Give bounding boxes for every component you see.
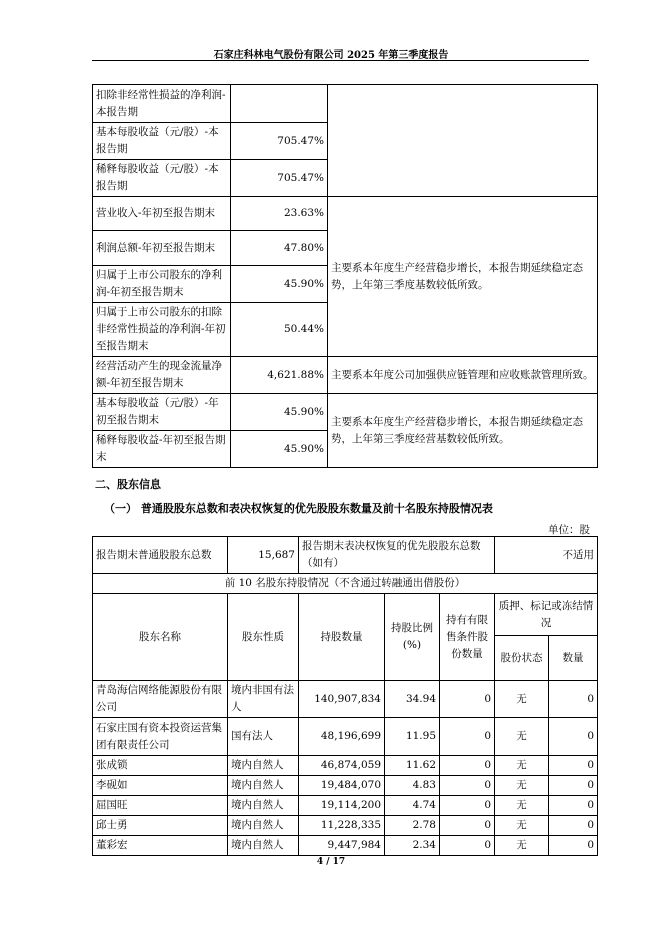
row-label: 扣除非经常性损益的净利润-本报告期 bbox=[93, 85, 231, 123]
table-row bbox=[93, 574, 598, 594]
page-number: 4 / 17 bbox=[316, 857, 346, 867]
shareholder-ratio: 34.94 bbox=[385, 681, 440, 718]
shareholder-restricted: 0 bbox=[440, 756, 495, 776]
shareholder-status: 无 bbox=[495, 816, 549, 836]
page-header: 石家庄科林电气股份有限公司 2025 年第三季度报告 bbox=[213, 50, 449, 61]
shareholder-shares: 46,874,059 bbox=[299, 756, 385, 776]
col-header-ratio: 持股比例(%) bbox=[385, 594, 440, 681]
row-label: 稀释每股收益-年初至报告期末 bbox=[93, 431, 231, 468]
row-value: 47.80% bbox=[231, 231, 328, 266]
reason-cell: 主要系本年度生产经营稳步增长，本报告期延续稳定态势，上年第三季度经营基数较低所致。 bbox=[328, 394, 598, 468]
row-value: 705.47% bbox=[231, 160, 328, 197]
col-header-status: 股份状态 bbox=[495, 636, 549, 681]
table-row bbox=[93, 197, 598, 231]
shareholder-qty: 0 bbox=[549, 718, 598, 756]
table-row bbox=[93, 836, 598, 856]
shareholder-ratio: 2.34 bbox=[385, 836, 440, 856]
row-label: 利润总额-年初至报告期末 bbox=[93, 231, 231, 266]
shareholder-ratio: 11.62 bbox=[385, 756, 440, 776]
reason-cell: 主要系本年度公司加强供应链管理和应收账款管理所致。 bbox=[328, 357, 598, 394]
col-header-pledge: 质押、标记或冻结情况 bbox=[495, 594, 598, 636]
shareholder-shares: 19,114,200 bbox=[299, 796, 385, 816]
shareholder-status: 无 bbox=[495, 756, 549, 776]
shareholder-shares: 48,196,699 bbox=[299, 718, 385, 756]
row-label: 经营活动产生的现金流量净额-年初至报告期末 bbox=[93, 357, 231, 394]
shareholder-status: 无 bbox=[495, 836, 549, 856]
col-header-restricted: 持有有限售条件股份数量 bbox=[440, 594, 495, 681]
shareholder-nature: 国有法人 bbox=[228, 718, 299, 756]
shareholder-name: 邱士勇 bbox=[93, 816, 228, 836]
col-header-qty: 数量 bbox=[549, 636, 598, 681]
shareholder-shares: 9,447,984 bbox=[299, 836, 385, 856]
col-header-name: 股东名称 bbox=[93, 594, 228, 681]
row-label: 营业收入-年初至报告期末 bbox=[93, 197, 231, 231]
shareholders-table bbox=[92, 536, 598, 856]
table-row bbox=[93, 537, 598, 574]
shareholder-nature: 境内自然人 bbox=[228, 816, 299, 836]
shareholder-restricted: 0 bbox=[440, 796, 495, 816]
total-shareholders-value: 15,687 bbox=[228, 537, 299, 574]
preferred-shareholders-value: 不适用 bbox=[495, 537, 598, 574]
shareholder-qty: 0 bbox=[549, 776, 598, 796]
row-value: 705.47% bbox=[231, 123, 328, 160]
shareholder-restricted: 0 bbox=[440, 776, 495, 796]
unit-label: 单位：股 bbox=[548, 524, 590, 536]
table-row bbox=[93, 357, 598, 394]
shareholder-name: 董彩宏 bbox=[93, 836, 228, 856]
row-value: 4,621.88% bbox=[231, 357, 328, 394]
table-row bbox=[93, 85, 598, 123]
shareholder-qty: 0 bbox=[549, 681, 598, 718]
shareholder-qty: 0 bbox=[549, 836, 598, 856]
shareholder-name: 李砚如 bbox=[93, 776, 228, 796]
row-value: 45.90% bbox=[231, 394, 328, 431]
shareholder-status: 无 bbox=[495, 796, 549, 816]
shareholder-nature: 境内自然人 bbox=[228, 796, 299, 816]
shareholder-nature: 境内自然人 bbox=[228, 836, 299, 856]
shareholder-nature: 境内自然人 bbox=[228, 756, 299, 776]
shareholder-qty: 0 bbox=[549, 816, 598, 836]
reason-cell bbox=[328, 85, 598, 197]
shareholder-shares: 140,907,834 bbox=[299, 681, 385, 718]
row-value: 23.63% bbox=[231, 197, 328, 231]
shareholder-qty: 0 bbox=[549, 796, 598, 816]
row-label: 基本每股收益（元/股）-本报告期 bbox=[93, 123, 231, 160]
shareholder-shares: 19,484,070 bbox=[299, 776, 385, 796]
row-label: 归属于上市公司股东的扣除非经常性损益的净利润-年初至报告期末 bbox=[93, 303, 231, 357]
change-reasons-table bbox=[92, 84, 598, 468]
table-row bbox=[93, 681, 598, 718]
shareholder-restricted: 0 bbox=[440, 718, 495, 756]
row-label: 稀释每股收益（元/股）-本报告期 bbox=[93, 160, 231, 197]
table-row bbox=[93, 756, 598, 776]
total-shareholders-label: 报告期末普通股股东总数 bbox=[93, 537, 228, 574]
row-label: 归属于上市公司股东的净利润-年初至报告期末 bbox=[93, 266, 231, 303]
col-header-nature: 股东性质 bbox=[228, 594, 299, 681]
col-header-shares: 持股数量 bbox=[299, 594, 385, 681]
table-row bbox=[93, 776, 598, 796]
shareholder-restricted: 0 bbox=[440, 816, 495, 836]
shareholder-nature: 境内非国有法人 bbox=[228, 681, 299, 718]
top10-title: 前 10 名股东持股情况（不含通过转融通出借股份） bbox=[93, 574, 598, 594]
reason-cell: 主要系本年度生产经营稳步增长，本报告期延续稳定态势，上年第三季度基数较低所致。 bbox=[328, 197, 598, 357]
shareholder-qty: 0 bbox=[549, 756, 598, 776]
shareholder-name: 屈国旺 bbox=[93, 796, 228, 816]
shareholder-ratio: 4.74 bbox=[385, 796, 440, 816]
shareholder-nature: 境内自然人 bbox=[228, 776, 299, 796]
shareholder-ratio: 4.83 bbox=[385, 776, 440, 796]
row-value bbox=[231, 85, 328, 123]
row-value: 45.90% bbox=[231, 431, 328, 468]
shareholder-name: 张成锁 bbox=[93, 756, 228, 776]
shareholder-status: 无 bbox=[495, 681, 549, 718]
shareholder-shares: 11,228,335 bbox=[299, 816, 385, 836]
table-row bbox=[93, 796, 598, 816]
shareholder-name: 石家庄国有资本投资运营集团有限责任公司 bbox=[93, 718, 228, 756]
shareholder-ratio: 11.95 bbox=[385, 718, 440, 756]
table-row bbox=[93, 816, 598, 836]
shareholder-name: 青岛海信网络能源股份有限公司 bbox=[93, 681, 228, 718]
shareholder-status: 无 bbox=[495, 718, 549, 756]
row-value: 50.44% bbox=[231, 303, 328, 357]
table-header-row bbox=[93, 594, 598, 636]
shareholder-status: 无 bbox=[495, 776, 549, 796]
shareholder-restricted: 0 bbox=[440, 836, 495, 856]
section-subtitle: （一） 普通股股东总数和表决权恢复的优先股股东数量及前十名股东持股情况表 bbox=[104, 502, 493, 515]
shareholder-restricted: 0 bbox=[440, 681, 495, 718]
table-row bbox=[93, 394, 598, 431]
row-label: 基本每股收益（元/股）-年初至报告期末 bbox=[93, 394, 231, 431]
header-divider bbox=[92, 60, 589, 61]
section-title: 二、股东信息 bbox=[95, 478, 161, 491]
row-value: 45.90% bbox=[231, 266, 328, 303]
preferred-shareholders-label: 报告期末表决权恢复的优先股股东总数（如有） bbox=[299, 537, 495, 574]
shareholder-ratio: 2.78 bbox=[385, 816, 440, 836]
table-row bbox=[93, 718, 598, 756]
